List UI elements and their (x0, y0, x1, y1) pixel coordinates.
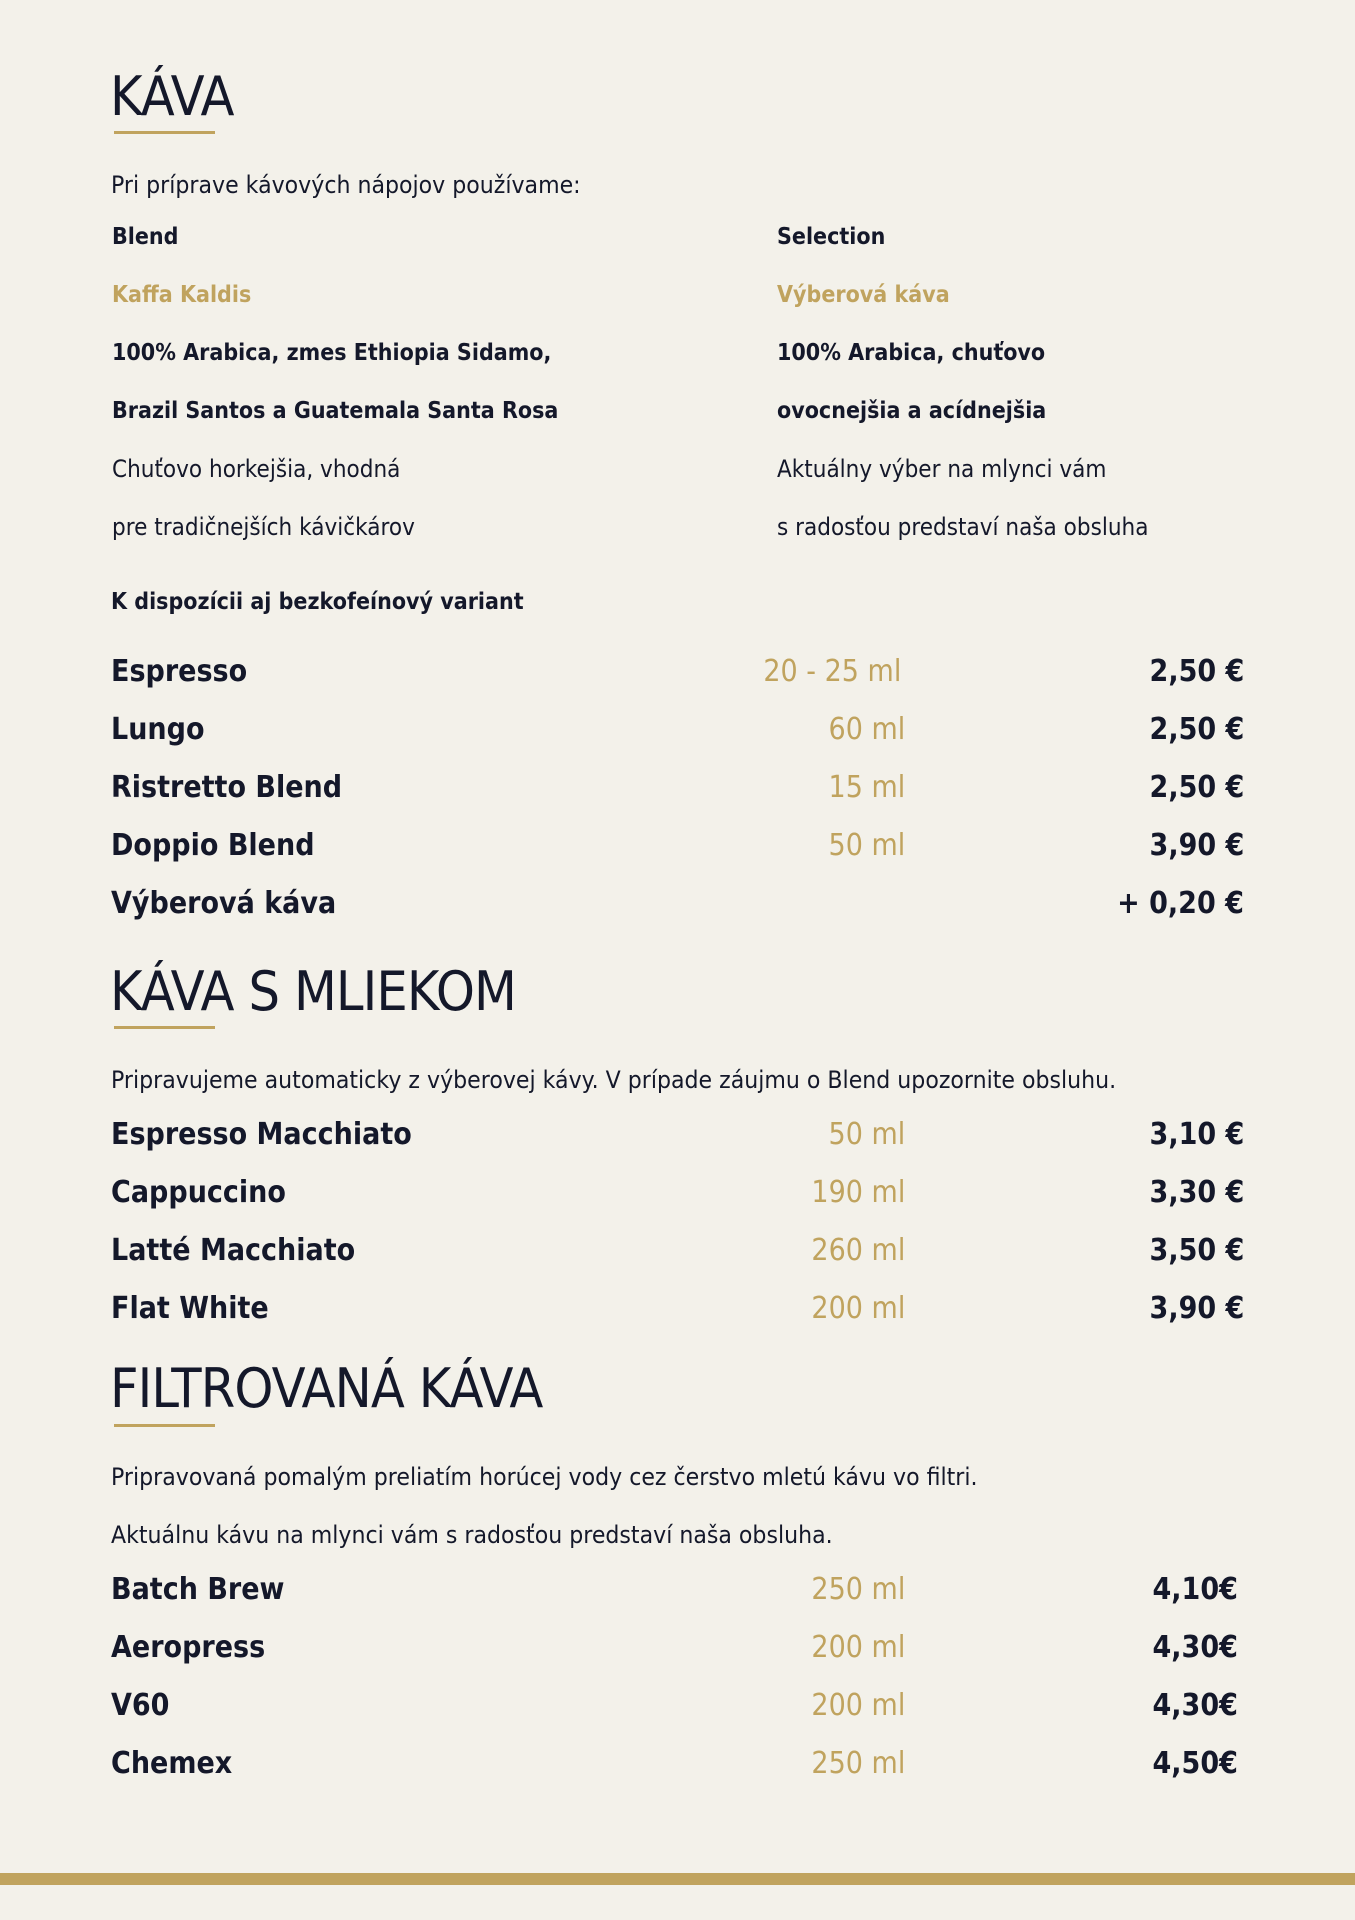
section-title-filtrovana: FILTROVANÁ KÁVA (110, 1357, 543, 1420)
menu-item-volume: 15 ml (828, 770, 905, 805)
menu-item-volume: 20 - 25 ml (762, 654, 901, 689)
kava-intro: Pri príprave kávových nápojov používame: (111, 171, 581, 199)
section-title-kava: KÁVA (110, 65, 234, 128)
menu-item-volume: 250 ml (811, 1746, 905, 1781)
menu-item-name: Latté Macchiato (111, 1233, 356, 1268)
menu-item-price: 2,50 € (1149, 712, 1244, 747)
decaf-note: K dispozícii aj bezkofeínový variant (111, 589, 524, 615)
menu-item-name: Chemex (111, 1746, 233, 1781)
title-underline (114, 1424, 215, 1427)
section-title-mlieko: KÁVA S MLIEKOM (110, 960, 516, 1023)
menu-item-name: Espresso Macchiato (111, 1117, 412, 1152)
menu-item-name: Flat White (111, 1291, 269, 1326)
menu-item-price: 4,10€ (1152, 1572, 1238, 1607)
selection-note-2: s radosťou predstaví naša obsluha (777, 513, 1149, 541)
menu-item-volume: 250 ml (811, 1572, 905, 1607)
menu-item-volume: 200 ml (811, 1291, 905, 1326)
menu-item-price: 3,50 € (1149, 1233, 1244, 1268)
selection-note-1: Aktuálny výber na mlynci vám (777, 455, 1107, 483)
selection-name: Výberová káva (777, 282, 950, 308)
selection-desc-2: ovocnejšia a acídnejšia (777, 398, 1047, 424)
menu-item-price: 4,30€ (1152, 1688, 1238, 1723)
menu-item-volume: 50 ml (828, 828, 905, 863)
menu-item-price: 3,90 € (1149, 828, 1244, 863)
menu-item-name: Výberová káva (111, 886, 337, 921)
menu-item-price: 3,30 € (1149, 1175, 1244, 1210)
menu-item-name: Doppio Blend (111, 828, 315, 863)
menu-item-volume: 190 ml (811, 1175, 905, 1210)
menu-item-name: Espresso (111, 654, 248, 689)
menu-item-price: 3,90 € (1149, 1291, 1244, 1326)
filtrovana-intro-2: Aktuálnu kávu na mlynci vám s radosťou predstaví naša obsluha. (111, 1521, 833, 1549)
blend-name: Kaffa Kaldis (112, 282, 252, 308)
menu-item-price: 2,50 € (1149, 770, 1244, 805)
menu-item-volume: 200 ml (811, 1688, 905, 1723)
blend-note-1: Chuťovo horkejšia, vhodná (112, 455, 401, 483)
menu-item-name: Lungo (111, 712, 205, 747)
menu-item-price: 4,30€ (1152, 1630, 1238, 1665)
menu-item-price: 4,50€ (1152, 1746, 1238, 1781)
menu-item-price: 2,50 € (1149, 654, 1244, 689)
menu-item-volume: 260 ml (811, 1233, 905, 1268)
selection-label: Selection (777, 224, 886, 250)
menu-item-price: + 0,20 € (1117, 886, 1244, 921)
menu-item-volume: 50 ml (828, 1117, 905, 1152)
menu-item-name: Ristretto Blend (111, 770, 343, 805)
blend-desc-2: Brazil Santos a Guatemala Santa Rosa (112, 398, 559, 424)
menu-item-name: V60 (111, 1688, 170, 1723)
title-underline (114, 131, 215, 134)
title-underline (114, 1026, 215, 1029)
selection-desc-1: 100% Arabica, chuťovo (777, 340, 1046, 366)
blend-desc-1: 100% Arabica, zmes Ethiopia Sidamo, (112, 340, 552, 366)
footer-bar (0, 1873, 1355, 1885)
menu-item-name: Cappuccino (111, 1175, 286, 1210)
blend-label: Blend (112, 224, 179, 250)
blend-note-2: pre tradičnejších kávičkárov (112, 513, 415, 541)
menu-item-price: 3,10 € (1149, 1117, 1244, 1152)
mlieko-intro: Pripravujeme automaticky z výberovej kávy. V prípade záujmu o Blend upozornite obsluhu. (111, 1066, 1117, 1094)
menu-item-volume: 60 ml (828, 712, 905, 747)
menu-item-name: Aeropress (111, 1630, 266, 1665)
filtrovana-intro-1: Pripravovaná pomalým preliatím horúcej vody cez čerstvo mletú kávu vo filtri. (111, 1463, 978, 1491)
menu-item-name: Batch Brew (111, 1572, 285, 1607)
menu-item-volume: 200 ml (811, 1630, 905, 1665)
